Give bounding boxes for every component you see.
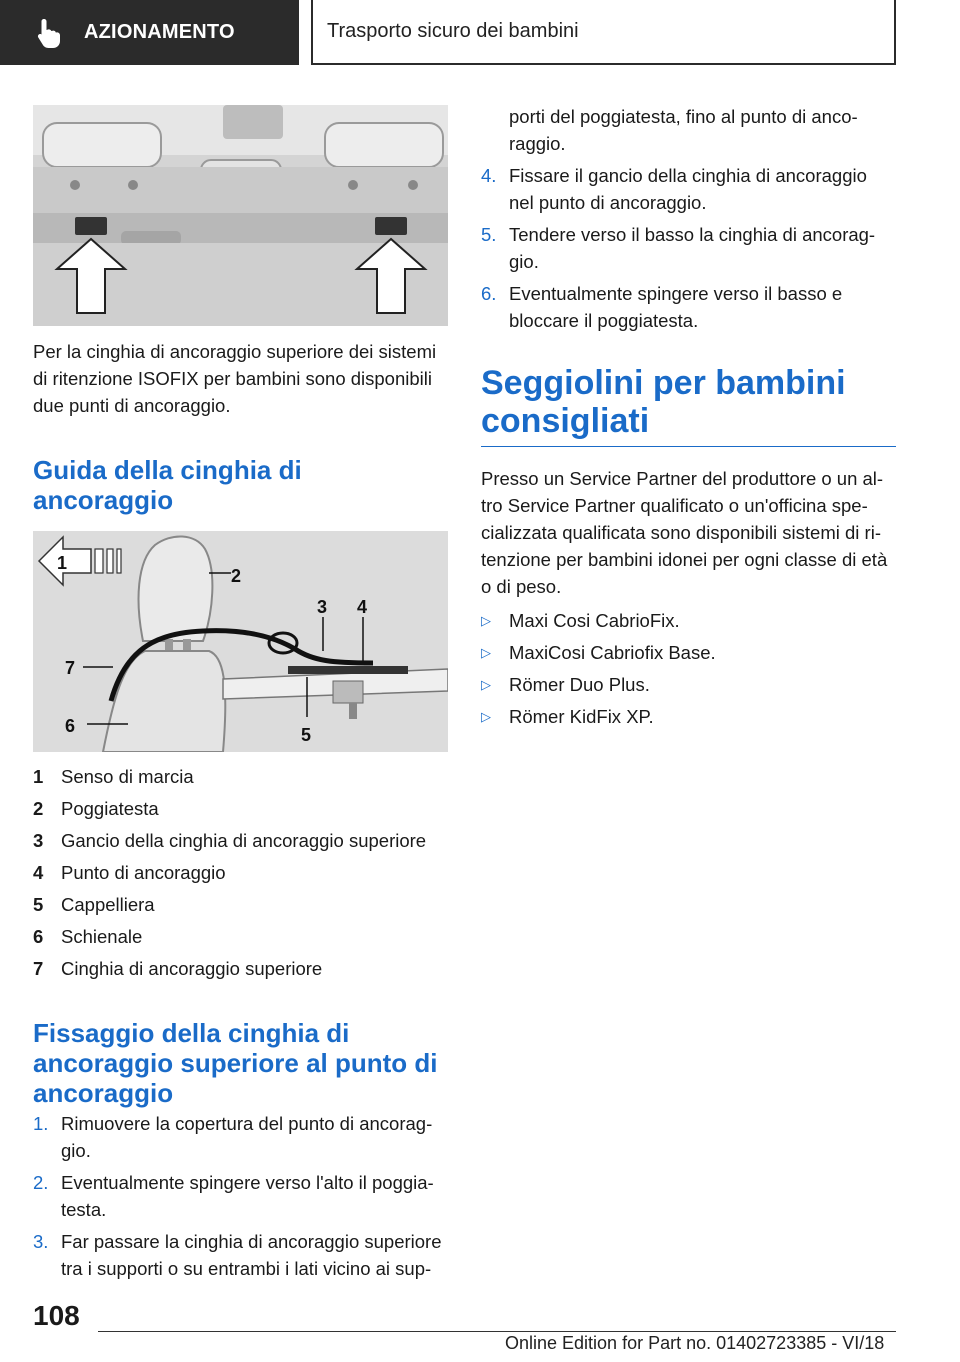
heading-fastening: Fissaggio della cinghia di ancoraggio superiore al punto di ancoraggio bbox=[33, 1018, 438, 1108]
fig-label-5: 5 bbox=[301, 725, 312, 745]
fig-label-2: 2 bbox=[231, 566, 242, 586]
hand-pointer-icon bbox=[36, 16, 66, 50]
triangle-bullet-icon: ▷ bbox=[481, 612, 491, 628]
triangle-bullet-icon: ▷ bbox=[481, 644, 491, 660]
left-column bbox=[33, 105, 448, 1282]
list-item: ▷ Römer KidFix XP. bbox=[481, 700, 896, 732]
fig-label-4: 4 bbox=[357, 597, 368, 617]
intro-paragraph: Per la cinghia di ancoraggio superiore dei sistemi di ritenzione ISOFIX per bambini sono disponibili due punti di ancoraggio. bbox=[33, 341, 437, 416]
list-item: ▷ MaxiCosi Cabriofix Base. bbox=[481, 636, 896, 668]
step-item: 2. Eventualmente spingere verso l'alto il poggia-testa. bbox=[33, 1172, 434, 1220]
legend-item: 1 Senso di marcia bbox=[33, 765, 194, 787]
steps-list-right bbox=[481, 103, 896, 334]
heading-guide: Guida della cinghia di ancoraggio bbox=[33, 455, 302, 515]
heading-recommended-seats: Seggiolini per bambini consigliati bbox=[481, 364, 896, 447]
fig-label-7: 7 bbox=[65, 658, 76, 678]
step-item: 6. Eventualmente spingere verso il basso e bloccare il poggiatesta. bbox=[481, 283, 843, 331]
breadcrumb-text: Trasporto sicuro dei bambini bbox=[327, 20, 579, 42]
step-item: 1. Rimuovere la copertura del punto di ancorag-gio. bbox=[33, 1113, 433, 1161]
breadcrumb[interactable] bbox=[311, 0, 896, 65]
legend-item: 2 Poggiatesta bbox=[33, 797, 159, 819]
step-item: 5. Tendere verso il basso la cinghia di ancorag-gio. bbox=[481, 224, 876, 272]
section-tab[interactable] bbox=[0, 0, 299, 65]
seat-list bbox=[481, 604, 896, 732]
right-column bbox=[481, 103, 896, 732]
recommended-intro: Presso un Service Partner del produttore o un al-tro Service Partner qualificato o un'officina spe-cializzata qualificata sono disponibili sistemi di ri-tenzione per bambini idonei per ogni classe di età o di peso. bbox=[481, 468, 888, 597]
page-number: 108 bbox=[33, 1300, 80, 1331]
edition-info: Online Edition for Part no. 01402723385 - VI/18 bbox=[505, 1333, 885, 1353]
step-item: 3. Far passare la cinghia di ancoraggio superiore tra i supporti o su entrambi i lati vicino ai sup- bbox=[33, 1231, 442, 1279]
footer-divider bbox=[98, 1331, 896, 1332]
section-label: AZIONAMENTO bbox=[84, 21, 235, 43]
rear-shelf-anchor-figure bbox=[33, 105, 448, 326]
legend-item: 6 Schienale bbox=[33, 925, 143, 947]
steps-list-left bbox=[33, 1110, 448, 1282]
step-item: 4. Fissare il gancio della cinghia di ancoraggio nel punto di ancoraggio. bbox=[481, 165, 867, 213]
tether-routing-figure bbox=[33, 531, 448, 752]
legend-list bbox=[33, 760, 448, 984]
legend-item: 4 Punto di ancoraggio bbox=[33, 861, 226, 883]
legend-item: 5 Cappelliera bbox=[33, 893, 155, 915]
triangle-bullet-icon: ▷ bbox=[481, 676, 491, 692]
list-item: ▷ Maxi Cosi CabrioFix. bbox=[481, 604, 896, 636]
fig-label-3: 3 bbox=[317, 597, 328, 617]
step-continuation: porti del poggiatesta, fino al punto di anco-raggio. bbox=[509, 106, 858, 154]
fig-label-1: 1 bbox=[57, 553, 68, 573]
fig-label-6: 6 bbox=[65, 716, 76, 736]
legend-item: 3 Gancio della cinghia di ancoraggio superiore bbox=[33, 829, 427, 851]
list-item: ▷ Römer Duo Plus. bbox=[481, 668, 896, 700]
legend-item: 7 Cinghia di ancoraggio superiore bbox=[33, 957, 323, 979]
triangle-bullet-icon: ▷ bbox=[481, 708, 491, 724]
